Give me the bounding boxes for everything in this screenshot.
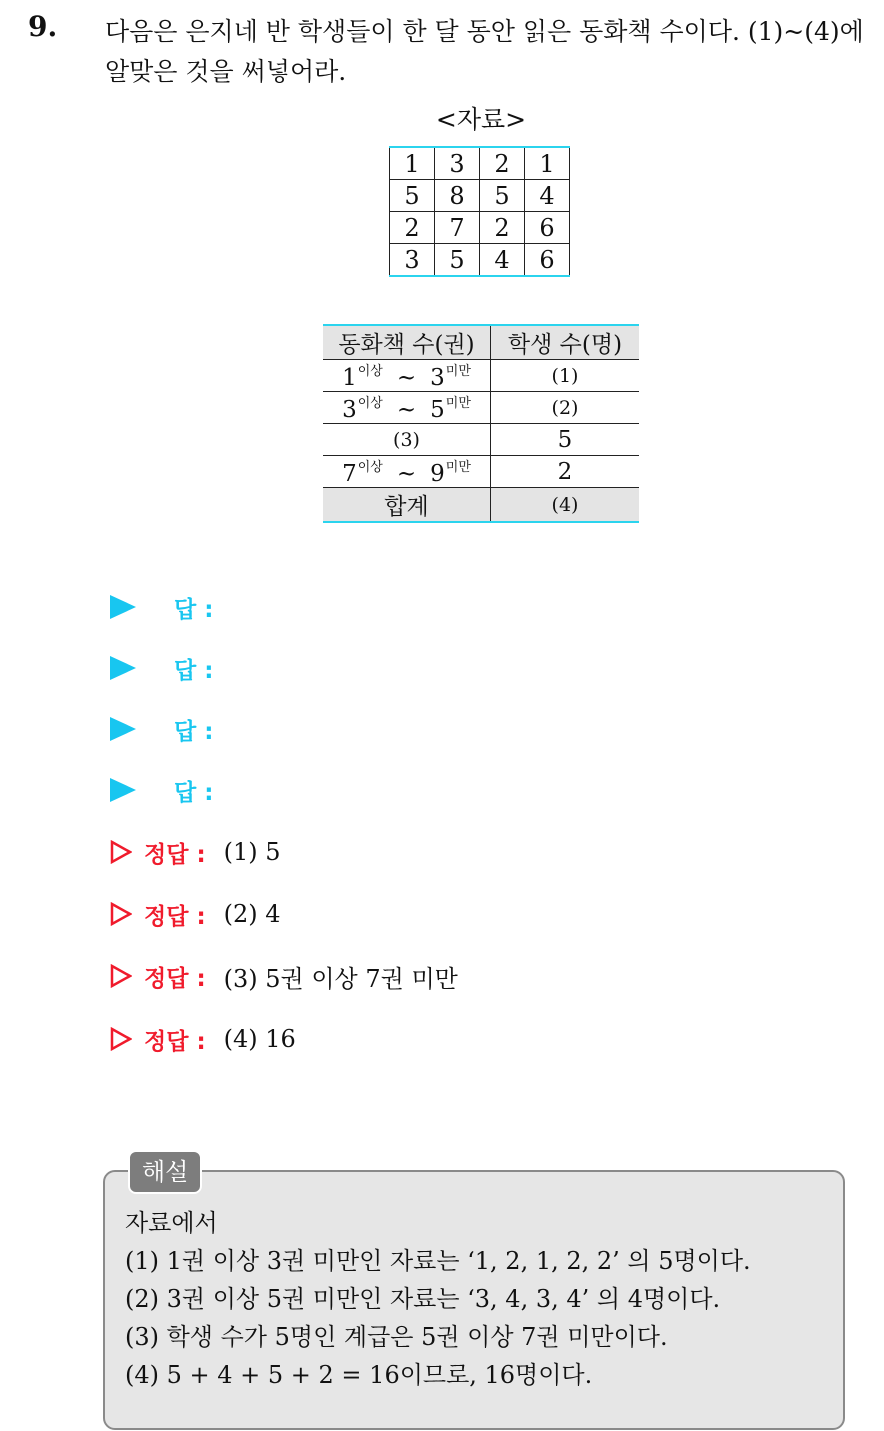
solution-row bbox=[110, 956, 458, 996]
solution-label: 정답 : bbox=[144, 841, 206, 868]
interval-high: 3 bbox=[430, 365, 445, 391]
grid-cell: 1 bbox=[525, 147, 570, 180]
solution-text: (2) 4 bbox=[223, 900, 281, 928]
freq-row bbox=[323, 392, 639, 424]
data-caption: <자료> bbox=[435, 105, 527, 134]
freq-total-value: (4) bbox=[491, 488, 640, 523]
grid-cell: 4 bbox=[525, 180, 570, 212]
interval-high-sup: 미만 bbox=[445, 364, 471, 379]
freq-row bbox=[323, 456, 639, 488]
grid-cell: 3 bbox=[435, 147, 480, 180]
freq-row bbox=[323, 424, 639, 456]
answer-row[interactable] bbox=[110, 648, 213, 688]
freq-class-interval bbox=[323, 360, 491, 392]
interval-tilde: ~ bbox=[396, 397, 417, 423]
answer-row[interactable] bbox=[110, 770, 213, 810]
interval-high-sup: 미만 bbox=[445, 396, 471, 411]
freq-header-class: 동화책 수(권) bbox=[323, 325, 491, 360]
explanation-line: 자료에서 bbox=[125, 1209, 218, 1237]
interval-tilde: ~ bbox=[396, 365, 417, 391]
interval-low-sup: 이상 bbox=[357, 364, 383, 379]
answer-label: 답 : bbox=[174, 718, 214, 745]
solution-text: (1) 5 bbox=[223, 838, 281, 866]
play-triangle-icon bbox=[110, 778, 136, 802]
grid-cell: 5 bbox=[435, 244, 480, 277]
grid-cell: 6 bbox=[525, 244, 570, 277]
answer-row[interactable] bbox=[110, 587, 213, 627]
freq-class-interval bbox=[323, 456, 491, 488]
freq-header-count: 학생 수(명) bbox=[491, 325, 640, 360]
explanation-line: (4) 5 + 4 + 5 + 2 = 16이므로, 16명이다. bbox=[125, 1361, 593, 1389]
explanation-line: (2) 3권 이상 5권 미만인 자료는 ‘3, 4, 3, 4’ 의 4명이다. bbox=[125, 1285, 721, 1313]
play-triangle-icon bbox=[110, 595, 136, 619]
solution-label: 정답 : bbox=[144, 903, 206, 930]
freq-count: (1) bbox=[491, 360, 640, 392]
grid-cell: 1 bbox=[390, 147, 435, 180]
grid-cell: 8 bbox=[435, 180, 480, 212]
data-grid bbox=[389, 146, 570, 277]
freq-total-row bbox=[323, 488, 639, 523]
interval-high-sup: 미만 bbox=[445, 460, 471, 475]
outline-triangle-icon bbox=[110, 1027, 132, 1051]
outline-triangle-icon bbox=[110, 902, 132, 926]
frequency-table bbox=[323, 324, 639, 523]
explanation-line: (1) 1권 이상 3권 미만인 자료는 ‘1, 2, 1, 2, 2’ 의 5명이다. bbox=[125, 1247, 751, 1275]
grid-row bbox=[390, 244, 570, 277]
grid-cell: 4 bbox=[480, 244, 525, 277]
question-text: 다음은 은지네 반 학생들이 한 달 동안 읽은 동화책 수이다. (1)~(4)에 알맞은 것을 써넣어라. bbox=[105, 17, 864, 86]
answer-row[interactable] bbox=[110, 709, 213, 749]
outline-triangle-icon bbox=[110, 840, 132, 864]
solution-label: 정답 : bbox=[144, 965, 206, 992]
interval-tilde: ~ bbox=[396, 461, 417, 487]
freq-count: 5 bbox=[491, 424, 640, 456]
answer-label: 답 : bbox=[174, 596, 214, 623]
interval-low-sup: 이상 bbox=[357, 396, 383, 411]
solution-label: 정답 : bbox=[144, 1028, 206, 1055]
solution-text: (4) 16 bbox=[223, 1025, 296, 1053]
freq-row bbox=[323, 360, 639, 392]
explanation-line: (3) 학생 수가 5명인 계급은 5권 이상 7권 미만이다. bbox=[125, 1323, 668, 1351]
question-number: 9. bbox=[28, 10, 58, 43]
solution-row bbox=[110, 832, 281, 872]
grid-cell: 2 bbox=[480, 147, 525, 180]
freq-total-label: 합계 bbox=[323, 488, 491, 523]
freq-class-interval bbox=[323, 392, 491, 424]
outline-triangle-icon bbox=[110, 964, 132, 988]
grid-cell: 2 bbox=[480, 212, 525, 244]
grid-cell: 3 bbox=[390, 244, 435, 277]
interval-high: 9 bbox=[430, 461, 445, 487]
interval-high: 5 bbox=[430, 397, 445, 423]
explanation-badge: 해설 bbox=[128, 1150, 202, 1194]
solution-text: (3) 5권 이상 7권 미만 bbox=[223, 964, 458, 993]
grid-cell: 2 bbox=[390, 212, 435, 244]
grid-cell: 6 bbox=[525, 212, 570, 244]
play-triangle-icon bbox=[110, 717, 136, 741]
grid-cell: 7 bbox=[435, 212, 480, 244]
interval-low: 1 bbox=[342, 365, 357, 391]
grid-row bbox=[390, 147, 570, 180]
solution-row bbox=[110, 894, 281, 934]
answer-label: 답 : bbox=[174, 779, 214, 806]
grid-row bbox=[390, 180, 570, 212]
freq-count: (2) bbox=[491, 392, 640, 424]
explanation-text bbox=[125, 1204, 751, 1394]
play-triangle-icon bbox=[110, 656, 136, 680]
interval-low-sup: 이상 bbox=[357, 460, 383, 475]
grid-row bbox=[390, 212, 570, 244]
freq-class-interval: (3) bbox=[323, 424, 491, 456]
answer-label: 답 : bbox=[174, 657, 214, 684]
freq-header-row bbox=[323, 325, 639, 360]
grid-cell: 5 bbox=[390, 180, 435, 212]
interval-low: 3 bbox=[342, 397, 357, 423]
freq-count: 2 bbox=[491, 456, 640, 488]
grid-cell: 5 bbox=[480, 180, 525, 212]
interval-low: 7 bbox=[342, 461, 357, 487]
solution-row bbox=[110, 1019, 296, 1059]
